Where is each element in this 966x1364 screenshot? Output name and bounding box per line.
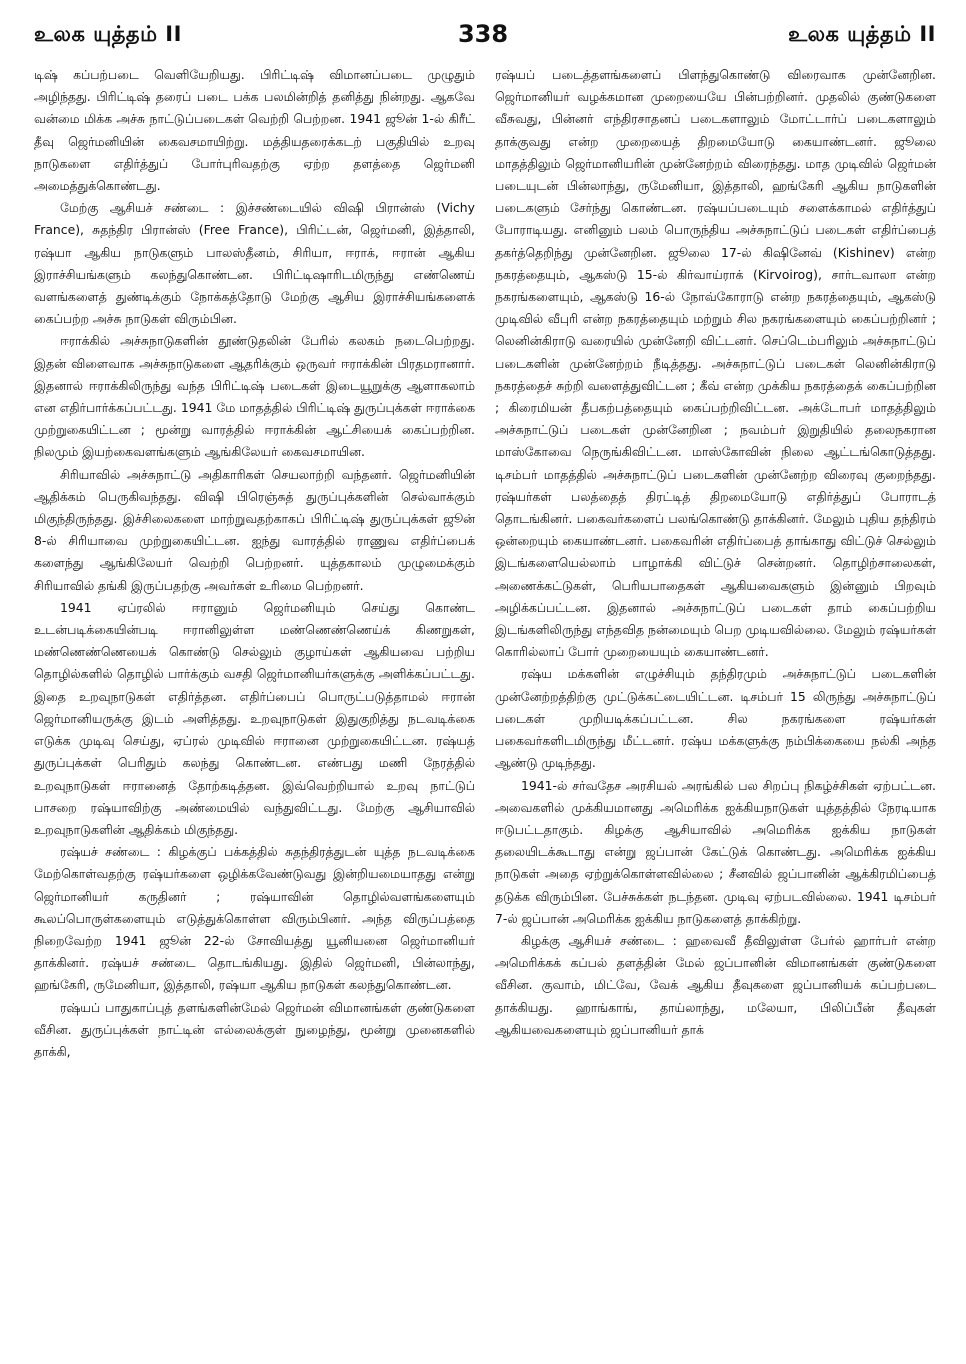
paragraph: கிழக்கு ஆசியச் சண்டை : ஹவைவீ தீவிலுள்ள பேர்ல் ஹார்பர் என்ற அமெரிக்கக் கப்பல் தளத்தின் மேல் ஜப்பானின் விமானங்கள் குண்டுகளை வீசின. குவாம், மிட்வே, வேக் ஆகிய தீவுகளை ஜப்பானியக் கப்பற்படை தாக்கியது. ஹாங்காங், தாய்லாந்து, மலேயா, பிலிப்பீன் தீவுகள் ஆகியவைகளையும் ஜப்பானியர் தாக் — [495, 932, 936, 1037]
paragraph: 1941 ஏப்ரலில் ஈரானும் ஜெர்மனியும் செய்து கொண்ட உடன்படிக்கையின்படி ஈரானிலுள்ள மண்ணெண்ணெய்க் கிணறுகள், மண்ணெண்ணெயைக் கொண்டு செல்லும் குழாய்கள் ஆகியவை பற்றிய தொழில்களில் தொழில் பார்க்கும் வசதி ஜெர்மானியர்களுக்கு அளிக்கப்பட்டது. இதை உறவுநாடுகள் எதிர்த்தன. எதிர்ப்பைப் பொருட்படுத்தாமல் ஈரான் ஜெர்மானியருக்கு இடம் அளித்தது. உறவுநாடுகள் இதுகுறித்து நடவடிக்கை எடுக்க முடிவு செய்து, ஏப்ரல் முடிவில் ஈரானை முற்றுகையிட்டன. ரஷ்யத் துருப்புக்கள் பெரிதும் கலந்து கொண்டன. எண்பது மணி நேரத்தில் உறவுநாடுகள் ஈரானைத் தோற்கடித்தன. இவ்வெற்றியால் உறவு நாட்டுப் பாசறை ரஷ்யாவிற்கு அண்மையில் வந்துவிட்டது. மேற்கு ஆசியாவில் உறவுநாடுகளின் ஆதிக்கம் மிகுந்தது. — [34, 599, 475, 837]
page-number: 338 — [457, 20, 509, 48]
running-title-right: உலக யுத்தம் II — [788, 22, 936, 46]
right-column — [495, 64, 936, 1356]
paragraph: ரஷ்யப் படைத்தளங்களைப் பிளந்துகொண்டு விரைவாக முன்னேறின. ஜெர்மானியர் வழக்கமான முறையையே பின்பற்றினர். முதலில் குண்டுகளை வீசுவது, பின்னர் எந்திரசாதனப் படைகளாலும் மோட்டார்ப் படைகளாலும் தாக்குவது என்ற முறையைத் திறமையோடு கையாண்டனர். ஜூலை மாதத்திலும் ஜெர்மானியரின் முன்னேற்றம் விரைந்தது. மாத முடிவில் ஜெர்மன் படையுடன் பின்லாந்து, ருமேனியா, இத்தாலி, ஹங்கேரி ஆகிய நாடுகளின் படைகளும் சேர்ந்து கொண்டன. ரஷ்யப்படையும் சளைக்காமல் எதிர்த்துப் போராடியது. எனினும் பலம் பொருந்திய அச்சுநாட்டுப் படைகள் எதிர்ப்பைத் தகர்த்தெறிந்து முன்னேறின. ஜூலை 17-ல் கிஷினேவ் (Kishinev) என்ற நகரத்தையும், ஆகஸ்டு 15-ல் கிர்வாய்ராக் (Kirvoirog), சார்டவாலா என்ற நகரங்களையும், ஆகஸ்டு 16-ல் நோவ்கோராடு என்ற நகரத்தையும், ஆகஸ்டு முடிவில் வீபுரி என்ற நகரத்தையும் மற்றும் சில நகரங்களையும் கைப்பற்றினர் ; லெனின்கிராடு வரையில் முன்னேறி விட்டனர். செப்டெம்பரிலும் அச்சுநாட்டுப் படைகளின் முன்னேற்றம் நீடித்தது. அச்சுநாட்டுப் படைகள் லெனின்கிராடு நகரத்தைச் சுற்றி வளைத்துவிட்டன ; கீவ் என்ற முக்கிய நகரத்தைக் கைப்பற்றின ; கிரைமியன் தீபகற்பத்தையும் கைப்பற்றிவிட்டன. அக்டோபர் மாதத்திலும் அச்சுநாட்டுப் படைகள் முன்னேறின ; நவம்பர் இறுதியில் தலைநகரான மாஸ்கோவை நெருங்கிவிட்டன. மாஸ்கோவின் நிலை ஆட்டங்கொடுத்தது. டிசம்பர் மாதத்தில் அச்சுநாட்டுப் படைகளின் முன்னேற்ற விரைவு குறைந்தது. ரஷ்யர்கள் பலத்தைத் திரட்டித் திறமையோடு எதிர்த்துப் போராடத் தொடங்கினர். பகைவர்களைப் பலங்கொண்டு தாக்கினர். மேலும் புதிய தந்திரம் ஒன்றையும் கையாண்டனர். பகைவரின் எதிர்ப்பைத் தாங்காது விட்டுச் செல்லும் இடங்களையெல்லாம் பாழாக்கி விட்டுச் சென்றனர். தொழிற்சாலைகள், அணைக்கட்டுகள், பெரியபாதைகள் ஆகியவைகளும் இன்னும் பிறவும் அழிக்கப்பட்டன. இதனால் அச்சுநாட்டுப் படைகள் தாம் கைப்பற்றிய இடங்களிலிருந்து எந்தவித நன்மையும் பெற முடியவில்லை. மேலும் ரஷ்யர்கள் கொரில்லாப் போர் முறையையும் கையாண்டனர். — [495, 67, 936, 660]
page-header — [0, 22, 966, 56]
paragraph: சிரியாவில் அச்சுநாட்டு அதிகாரிகள் செயலாற்றி வந்தனர். ஜெர்மனியின் ஆதிக்கம் பெருகிவந்தது. விஷி பிரெஞ்சுத் துருப்புக்களின் செல்வாக்கும் மிகுந்திருந்தது. இச்சிலைகளை மாற்றுவதற்காகப் பிரிட்டிஷ் துருப்புக்கள் ஜூன் 8-ல் சிரியாவை முற்றுகையிட்டன. ஐந்து வாரத்தில் ராணுவ எதிர்ப்பைக் களைந்து ஆங்கிலேயர் வெற்றி பெற்றனர். யுத்தகாலம் முழுமைக்கும் சிரியாவில் தங்கி இருப்பதற்கு அவர்கள் உரிமை பெற்றனர். — [34, 466, 475, 593]
paragraph: ஈராக்கில் அச்சுநாடுகளின் தூண்டுதலின் பேரில் கலகம் நடைபெற்றது. இதன் விளைவாக அச்சுநாடுகளை ஆதரிக்கும் ஒருவர் ஈராக்கின் பிரதமரானார். இதனால் ஈராக்கிலிருந்து வந்த பிரிட்டிஷ் படைகள் இடையூறுக்கு ஆளாகலாம் என எதிர்பார்க்கப்பட்டது. 1941 மே மாதத்தில் பிரிட்டிஷ் துருப்புக்கள் ஈராக்கை முற்றுகையிட்டன ; மூன்று வாரத்தில் ஈராக்கின் ஆட்சியைக் கைப்பற்றின. நிலமும் இயற்கைவளங்களும் ஆங்கிலேயர் கைவசமாயின. — [34, 333, 475, 460]
paragraph: மேற்கு ஆசியச் சண்டை : இச்சண்டையில் விஷி பிரான்ஸ் (Vichy France), சுதந்திர பிரான்ஸ் (Free France), பிரிட்டன், ஜெர்மனி, இத்தாலி, ரஷ்யா ஆகிய நாடுகளும் பாலஸ்தீனம், சிரியா, ஈராக், ஈரான் ஆகிய இராச்சியங்களும் கலந்துகொண்டன. பிரிட்டிஷாரிடமிருந்து எண்ணெய் வளங்களைத் துண்டிக்கும் நோக்கத்தோடு மேற்கு ஆசிய இராச்சியங்களைக் கைப்பற்ற அச்சு நாடுகள் விரும்பின. — [34, 200, 475, 327]
paragraph: டிஷ் கப்பற்படை வெளியேறியது. பிரிட்டிஷ் விமானப்படை முழுதும் அழிந்தது. பிரிட்டிஷ் தரைப் படை பக்க பலமின்றித் தனித்து நின்றது. ஆகவே வன்மை மிக்க அச்சு நாட்டுப்படைகள் வெற்றி பெற்றன. 1941 ஜூன் 1-ல் கிரீட் தீவு ஜெர்மனியின் கைவசமாயிற்று. மத்தியதரைக்கடற் பகுதியில் உறவு நாடுகளை எதிர்த்துப் போர்புரிவதற்கு ஏற்ற தளத்தை ஜெர்மனி அமைத்துக்கொண்டது. — [34, 67, 475, 194]
paragraph: ரஷ்யப் பாதுகாப்புத் தளங்களின்மேல் ஜெர்மன் விமானங்கள் குண்டுகளை வீசின. துருப்புக்கள் நாட்டின் எல்லைக்குள் நுழைந்து, மூன்று முனைகளில் தாக்கி, — [34, 999, 475, 1059]
paragraph: ரஷ்ய மக்களின் எழுச்சியும் தந்திரமும் அச்சுநாட்டுப் படைகளின் முன்னேற்றத்திற்கு முட்டுக்கட்டையிட்டன. டிசம்பர் 15 லிருந்து அச்சுநாட்டுப் படைகள் முறியடிக்கப்பட்டன. சில நகரங்களை ரஷ்யர்கள் பகைவர்களிடமிருந்து மீட்டனர். ரஷ்ய மக்களுக்கு நம்பிக்கையை நல்கி அந்த ஆண்டு முடிந்தது. — [495, 666, 936, 771]
paragraph: ரஷ்யச் சண்டை : கிழக்குப் பக்கத்தில் சுதந்திரத்துடன் யுத்த நடவடிக்கை மேற்கொள்வதற்கு ரஷ்யர்களை ஒழிக்கவேண்டுவது இன்றியமையாதது என்று ஜெர்மானியர் கருதினர் ; ரஷ்யாவின் தொழில்வளங்களையும் கூலப்பொருள்களையும் எடுத்துக்கொள்ள விரும்பினர். அந்த விருப்பத்தை நிறைவேற்ற 1941 ஜூன் 22-ல் சோவியத்து யூனியனை ஜெர்மானியர் தாக்கினர். ரஷ்யச் சண்டை தொடங்கியது. இதில் ஜெர்மனி, பின்லாந்து, ஹங்கேரி, ருமேனியா, இத்தாலி, ரஷ்யா ஆகிய நாடுகள் கலந்துகொண்டன. — [34, 844, 475, 993]
two-column-body — [34, 64, 936, 1356]
paragraph: 1941-ல் சர்வதேச அரசியல் அரங்கில் பல சிறப்பு நிகழ்ச்சிகள் ஏற்பட்டன. அவைகளில் முக்கியமானது அமெரிக்க ஐக்கியநாடுகள் யுத்தத்தில் நேரடியாக ஈடுபட்டதாகும். கிழக்கு ஆசியாவில் அமெரிக்க ஐக்கிய நாடுகள் தலையிடக்கூடாது என்று ஜப்பான் கேட்டுக் கொண்டது. அமெரிக்க ஐக்கிய நாடுகள் அதை ஏற்றுக்கொள்ளவில்லை ; சீனவில் ஜப்பானின் ஆக்கிரமிப்பைத் தடுக்க விரும்பின. பேச்சுக்கள் நடந்தன. முடிவு ஏற்படவில்லை. 1941 டிசம்பர் 7-ல் ஜப்பான் அமெரிக்க ஐக்கிய நாடுகளைத் தாக்கிற்று. — [495, 777, 936, 926]
running-title-left: உலக யுத்தம் II — [34, 22, 182, 46]
left-column — [34, 64, 475, 1356]
